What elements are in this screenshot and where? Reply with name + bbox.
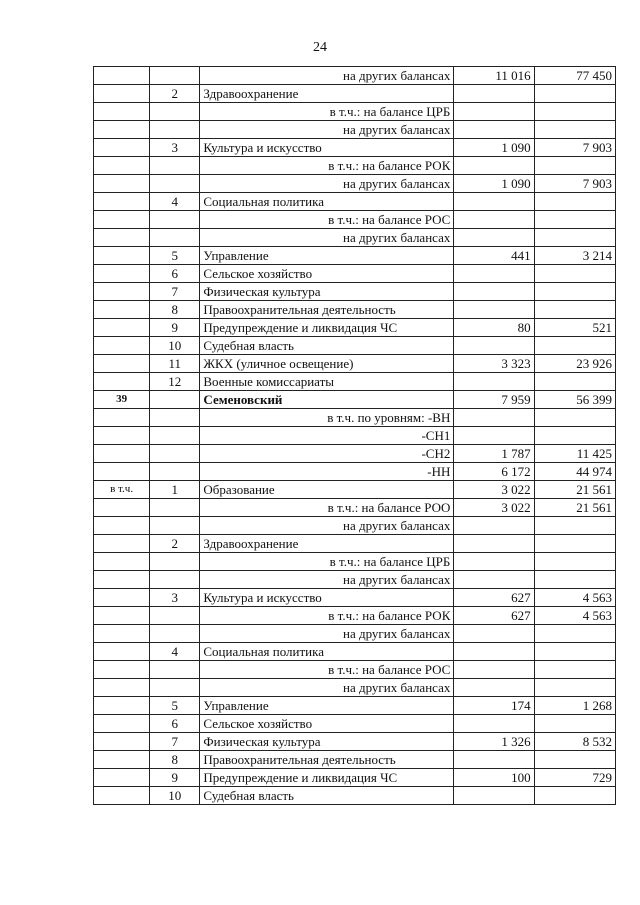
row-name-cell: Предупреждение и ликвидация ЧС bbox=[200, 319, 454, 337]
row-number-cell bbox=[150, 607, 200, 625]
row-value-2-cell bbox=[534, 193, 615, 211]
row-value-1-cell bbox=[454, 121, 534, 139]
row-value-1-cell bbox=[454, 85, 534, 103]
row-prefix-cell bbox=[94, 193, 150, 211]
row-value-2-cell bbox=[534, 715, 615, 733]
table-row bbox=[94, 85, 616, 103]
table-row bbox=[94, 319, 616, 337]
row-name-cell: в т.ч.: на балансе РОО bbox=[200, 499, 454, 517]
row-prefix-cell: 39 bbox=[94, 391, 150, 409]
row-prefix-cell bbox=[94, 229, 150, 247]
row-value-2-cell: 1 268 bbox=[534, 697, 615, 715]
row-value-2-cell: 21 561 bbox=[534, 499, 615, 517]
row-number-cell bbox=[150, 67, 200, 85]
row-value-2-cell: 7 903 bbox=[534, 175, 615, 193]
row-prefix-cell bbox=[94, 427, 150, 445]
row-prefix-cell bbox=[94, 103, 150, 121]
row-value-1-cell: 1 090 bbox=[454, 175, 534, 193]
table-row bbox=[94, 229, 616, 247]
row-value-2-cell bbox=[534, 679, 615, 697]
table-row bbox=[94, 733, 616, 751]
row-name-cell: на других балансах bbox=[200, 229, 454, 247]
row-prefix-cell bbox=[94, 733, 150, 751]
row-name-cell: Образование bbox=[200, 481, 454, 499]
row-value-1-cell bbox=[454, 787, 534, 805]
row-value-2-cell bbox=[534, 301, 615, 319]
row-value-1-cell: 7 959 bbox=[454, 391, 534, 409]
row-prefix-cell bbox=[94, 139, 150, 157]
row-value-2-cell: 11 425 bbox=[534, 445, 615, 463]
row-value-1-cell bbox=[454, 535, 534, 553]
row-name-cell: на других балансах bbox=[200, 571, 454, 589]
row-prefix-cell bbox=[94, 697, 150, 715]
row-number-cell bbox=[150, 625, 200, 643]
row-name-cell: Сельское хозяйство bbox=[200, 265, 454, 283]
table-row bbox=[94, 715, 616, 733]
row-prefix-cell bbox=[94, 85, 150, 103]
row-number-cell: 3 bbox=[150, 589, 200, 607]
row-value-1-cell bbox=[454, 517, 534, 535]
table-row bbox=[94, 157, 616, 175]
row-number-cell bbox=[150, 571, 200, 589]
row-name-cell: в т.ч.: на балансе ЦРБ bbox=[200, 103, 454, 121]
row-prefix-cell bbox=[94, 247, 150, 265]
row-value-1-cell bbox=[454, 211, 534, 229]
row-name-cell: Правоохранительная деятельность bbox=[200, 751, 454, 769]
table-row bbox=[94, 589, 616, 607]
table-row bbox=[94, 751, 616, 769]
row-value-2-cell bbox=[534, 787, 615, 805]
row-value-1-cell bbox=[454, 265, 534, 283]
row-prefix-cell bbox=[94, 589, 150, 607]
row-value-1-cell bbox=[454, 157, 534, 175]
row-name-cell: -СН2 bbox=[200, 445, 454, 463]
row-prefix-cell bbox=[94, 121, 150, 139]
table-row bbox=[94, 211, 616, 229]
row-number-cell: 10 bbox=[150, 787, 200, 805]
row-prefix-cell bbox=[94, 715, 150, 733]
row-number-cell: 9 bbox=[150, 769, 200, 787]
row-value-1-cell: 80 bbox=[454, 319, 534, 337]
row-prefix-cell bbox=[94, 787, 150, 805]
row-value-2-cell: 7 903 bbox=[534, 139, 615, 157]
row-name-cell: Военные комиссариаты bbox=[200, 373, 454, 391]
row-number-cell: 4 bbox=[150, 193, 200, 211]
table-row bbox=[94, 787, 616, 805]
row-name-cell: на других балансах bbox=[200, 679, 454, 697]
row-value-2-cell bbox=[534, 409, 615, 427]
row-value-2-cell: 77 450 bbox=[534, 67, 615, 85]
row-number-cell: 8 bbox=[150, 301, 200, 319]
row-value-1-cell bbox=[454, 409, 534, 427]
row-name-cell: в т.ч.: на балансе РОК bbox=[200, 607, 454, 625]
table-row bbox=[94, 121, 616, 139]
table-row bbox=[94, 301, 616, 319]
row-value-2-cell: 4 563 bbox=[534, 607, 615, 625]
table-row bbox=[94, 175, 616, 193]
row-number-cell: 8 bbox=[150, 751, 200, 769]
page-number: 24 bbox=[313, 40, 327, 55]
table-row bbox=[94, 697, 616, 715]
row-prefix-cell bbox=[94, 769, 150, 787]
row-number-cell bbox=[150, 463, 200, 481]
row-name-cell: Управление bbox=[200, 247, 454, 265]
row-value-1-cell: 627 bbox=[454, 589, 534, 607]
row-value-2-cell: 3 214 bbox=[534, 247, 615, 265]
row-name-cell: в т.ч. по уровням: -ВН bbox=[200, 409, 454, 427]
row-number-cell bbox=[150, 175, 200, 193]
row-name-cell: Здравоохранение bbox=[200, 85, 454, 103]
row-prefix-cell bbox=[94, 175, 150, 193]
row-value-2-cell bbox=[534, 265, 615, 283]
row-name-cell: Судебная власть bbox=[200, 337, 454, 355]
table-row bbox=[94, 283, 616, 301]
table-row bbox=[94, 517, 616, 535]
row-name-cell: Предупреждение и ликвидация ЧС bbox=[200, 769, 454, 787]
row-number-cell: 5 bbox=[150, 247, 200, 265]
row-value-2-cell bbox=[534, 211, 615, 229]
row-number-cell bbox=[150, 229, 200, 247]
table-row bbox=[94, 463, 616, 481]
row-value-2-cell: 44 974 bbox=[534, 463, 615, 481]
table-row bbox=[94, 337, 616, 355]
row-value-2-cell: 21 561 bbox=[534, 481, 615, 499]
row-prefix-cell bbox=[94, 301, 150, 319]
row-value-2-cell bbox=[534, 283, 615, 301]
table-row bbox=[94, 499, 616, 517]
row-value-1-cell: 174 bbox=[454, 697, 534, 715]
row-prefix-cell bbox=[94, 157, 150, 175]
row-number-cell: 7 bbox=[150, 283, 200, 301]
row-number-cell bbox=[150, 103, 200, 121]
row-value-1-cell bbox=[454, 553, 534, 571]
row-prefix-cell bbox=[94, 283, 150, 301]
table-row bbox=[94, 535, 616, 553]
row-name-cell: в т.ч.: на балансе РОК bbox=[200, 157, 454, 175]
row-name-cell: Сельское хозяйство bbox=[200, 715, 454, 733]
row-number-cell: 12 bbox=[150, 373, 200, 391]
row-prefix-cell bbox=[94, 661, 150, 679]
table-row bbox=[94, 625, 616, 643]
row-value-2-cell bbox=[534, 517, 615, 535]
row-number-cell: 6 bbox=[150, 265, 200, 283]
row-prefix-cell bbox=[94, 535, 150, 553]
row-number-cell bbox=[150, 409, 200, 427]
row-value-1-cell bbox=[454, 661, 534, 679]
table-row bbox=[94, 193, 616, 211]
row-value-2-cell bbox=[534, 229, 615, 247]
row-name-cell: на других балансах bbox=[200, 625, 454, 643]
row-value-1-cell bbox=[454, 571, 534, 589]
row-value-1-cell bbox=[454, 427, 534, 445]
row-value-1-cell: 3 323 bbox=[454, 355, 534, 373]
row-value-2-cell: 4 563 bbox=[534, 589, 615, 607]
row-value-2-cell bbox=[534, 535, 615, 553]
row-value-2-cell bbox=[534, 571, 615, 589]
row-value-1-cell: 6 172 bbox=[454, 463, 534, 481]
row-value-2-cell bbox=[534, 643, 615, 661]
table-row bbox=[94, 607, 616, 625]
row-value-1-cell bbox=[454, 373, 534, 391]
row-prefix-cell bbox=[94, 463, 150, 481]
row-value-1-cell bbox=[454, 337, 534, 355]
budget-table-body bbox=[94, 67, 616, 805]
row-value-1-cell: 441 bbox=[454, 247, 534, 265]
row-name-cell: -СН1 bbox=[200, 427, 454, 445]
row-prefix-cell bbox=[94, 265, 150, 283]
row-name-cell: Социальная политика bbox=[200, 643, 454, 661]
row-name-cell: Физическая культура bbox=[200, 283, 454, 301]
table-row bbox=[94, 481, 616, 499]
row-value-2-cell: 521 bbox=[534, 319, 615, 337]
row-value-1-cell bbox=[454, 715, 534, 733]
row-name-cell: Судебная власть bbox=[200, 787, 454, 805]
table-row bbox=[94, 391, 616, 409]
row-value-1-cell: 3 022 bbox=[454, 499, 534, 517]
row-name-cell: -НН bbox=[200, 463, 454, 481]
table-row bbox=[94, 445, 616, 463]
row-name-cell: ЖКХ (уличное освещение) bbox=[200, 355, 454, 373]
row-value-2-cell bbox=[534, 337, 615, 355]
row-name-cell: Здравоохранение bbox=[200, 535, 454, 553]
row-name-cell: на других балансах bbox=[200, 175, 454, 193]
row-prefix-cell bbox=[94, 373, 150, 391]
row-prefix-cell bbox=[94, 751, 150, 769]
row-value-1-cell: 11 016 bbox=[454, 67, 534, 85]
row-value-2-cell bbox=[534, 751, 615, 769]
table-row bbox=[94, 427, 616, 445]
row-value-2-cell bbox=[534, 373, 615, 391]
row-value-2-cell bbox=[534, 85, 615, 103]
row-prefix-cell bbox=[94, 517, 150, 535]
row-name-cell: в т.ч.: на балансе РОС bbox=[200, 211, 454, 229]
row-value-2-cell bbox=[534, 625, 615, 643]
row-name-cell: на других балансах bbox=[200, 121, 454, 139]
row-name-cell: Правоохранительная деятельность bbox=[200, 301, 454, 319]
row-name-cell: Семеновский bbox=[200, 391, 454, 409]
table-row bbox=[94, 409, 616, 427]
row-value-1-cell bbox=[454, 193, 534, 211]
table-row bbox=[94, 373, 616, 391]
row-value-1-cell bbox=[454, 103, 534, 121]
row-prefix-cell bbox=[94, 499, 150, 517]
table-row bbox=[94, 643, 616, 661]
table-row bbox=[94, 139, 616, 157]
row-name-cell: Управление bbox=[200, 697, 454, 715]
row-prefix-cell bbox=[94, 445, 150, 463]
row-number-cell bbox=[150, 157, 200, 175]
row-number-cell: 5 bbox=[150, 697, 200, 715]
row-value-2-cell bbox=[534, 427, 615, 445]
row-value-2-cell bbox=[534, 661, 615, 679]
row-prefix-cell bbox=[94, 67, 150, 85]
row-number-cell bbox=[150, 445, 200, 463]
row-value-2-cell: 56 399 bbox=[534, 391, 615, 409]
row-prefix-cell bbox=[94, 319, 150, 337]
table-row bbox=[94, 355, 616, 373]
row-value-1-cell: 1 326 bbox=[454, 733, 534, 751]
row-number-cell: 2 bbox=[150, 85, 200, 103]
row-value-2-cell bbox=[534, 103, 615, 121]
row-value-2-cell bbox=[534, 157, 615, 175]
table-row bbox=[94, 679, 616, 697]
table-row bbox=[94, 769, 616, 787]
row-prefix-cell bbox=[94, 409, 150, 427]
row-value-1-cell bbox=[454, 625, 534, 643]
row-value-1-cell: 100 bbox=[454, 769, 534, 787]
row-prefix-cell bbox=[94, 211, 150, 229]
row-value-2-cell bbox=[534, 121, 615, 139]
row-number-cell: 11 bbox=[150, 355, 200, 373]
table-row bbox=[94, 103, 616, 121]
row-value-1-cell: 3 022 bbox=[454, 481, 534, 499]
row-number-cell: 3 bbox=[150, 139, 200, 157]
row-number-cell bbox=[150, 517, 200, 535]
row-name-cell: в т.ч.: на балансе ЦРБ bbox=[200, 553, 454, 571]
table-row bbox=[94, 265, 616, 283]
row-name-cell: Культура и искусство bbox=[200, 589, 454, 607]
row-name-cell: Культура и искусство bbox=[200, 139, 454, 157]
row-number-cell bbox=[150, 679, 200, 697]
row-value-1-cell bbox=[454, 643, 534, 661]
row-number-cell bbox=[150, 427, 200, 445]
budget-table bbox=[93, 66, 616, 805]
row-name-cell: на других балансах bbox=[200, 67, 454, 85]
row-number-cell bbox=[150, 211, 200, 229]
table-row bbox=[94, 67, 616, 85]
row-number-cell bbox=[150, 391, 200, 409]
row-name-cell: в т.ч.: на балансе РОС bbox=[200, 661, 454, 679]
table-row bbox=[94, 553, 616, 571]
row-value-1-cell: 1 090 bbox=[454, 139, 534, 157]
row-prefix-cell bbox=[94, 679, 150, 697]
row-value-1-cell bbox=[454, 283, 534, 301]
row-value-1-cell bbox=[454, 301, 534, 319]
row-value-1-cell bbox=[454, 751, 534, 769]
row-prefix-cell bbox=[94, 607, 150, 625]
row-number-cell: 7 bbox=[150, 733, 200, 751]
table-row bbox=[94, 247, 616, 265]
row-number-cell bbox=[150, 661, 200, 679]
row-number-cell: 2 bbox=[150, 535, 200, 553]
row-name-cell: Физическая культура bbox=[200, 733, 454, 751]
row-number-cell: 10 bbox=[150, 337, 200, 355]
row-prefix-cell bbox=[94, 337, 150, 355]
table-row bbox=[94, 571, 616, 589]
row-value-2-cell: 729 bbox=[534, 769, 615, 787]
row-value-2-cell bbox=[534, 553, 615, 571]
row-name-cell: на других балансах bbox=[200, 517, 454, 535]
row-prefix-cell: в т.ч. bbox=[94, 481, 150, 499]
row-value-1-cell bbox=[454, 229, 534, 247]
row-number-cell bbox=[150, 121, 200, 139]
row-prefix-cell bbox=[94, 553, 150, 571]
row-number-cell bbox=[150, 553, 200, 571]
row-number-cell: 1 bbox=[150, 481, 200, 499]
row-prefix-cell bbox=[94, 625, 150, 643]
table-row bbox=[94, 661, 616, 679]
row-number-cell: 6 bbox=[150, 715, 200, 733]
row-value-2-cell: 23 926 bbox=[534, 355, 615, 373]
row-name-cell: Социальная политика bbox=[200, 193, 454, 211]
row-value-1-cell: 1 787 bbox=[454, 445, 534, 463]
row-number-cell: 9 bbox=[150, 319, 200, 337]
row-prefix-cell bbox=[94, 355, 150, 373]
row-number-cell: 4 bbox=[150, 643, 200, 661]
row-prefix-cell bbox=[94, 643, 150, 661]
row-value-1-cell: 627 bbox=[454, 607, 534, 625]
row-value-2-cell: 8 532 bbox=[534, 733, 615, 751]
row-number-cell bbox=[150, 499, 200, 517]
row-value-1-cell bbox=[454, 679, 534, 697]
row-prefix-cell bbox=[94, 571, 150, 589]
